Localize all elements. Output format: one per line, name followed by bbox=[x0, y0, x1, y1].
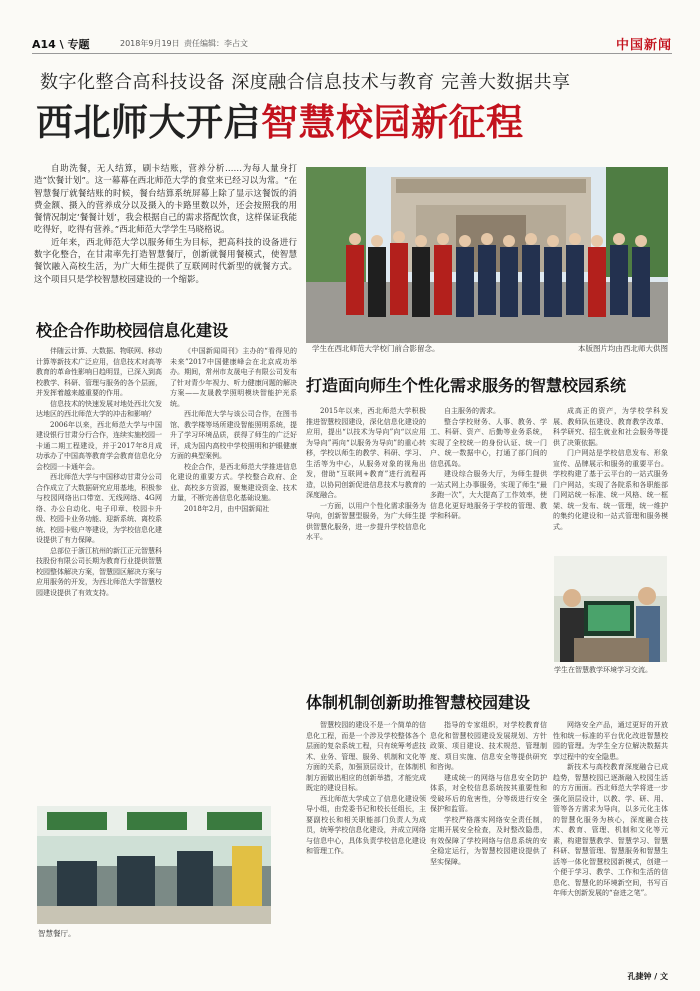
canteen-caption: 智慧餐厅。 bbox=[38, 929, 76, 938]
publish-date: 2018年9月19日 bbox=[120, 39, 180, 48]
article-column bbox=[430, 406, 547, 696]
paragraph: 网络安全产品，通过更好的开放性和统一标准的平台优化改进智慧校园的管理。为学生全方位解决数据共享过程中的安全隐患。 bbox=[553, 721, 668, 761]
headline-title bbox=[36, 92, 524, 146]
paragraph: 门户网站是学校信息发布、形象宣传、品牌展示和服务的重要平台。学校构建了基于云平台的一站式服务门户网站，实现了各院系和各职能部门网站统一标准、统一风格、统一框架、统一发布、统一管理，统一维护的集约化建设和一站式管理和服务模式。 bbox=[553, 449, 668, 531]
graduation-photo bbox=[306, 167, 668, 343]
article-column bbox=[306, 720, 426, 978]
paragraph: 建设综合服务大厅，为师生提供一站式网上办事服务，实现了师生“最多跑一次”，大大提高了工作效率，使信息化更好地服务于学校的管理、教学和科研。 bbox=[430, 470, 547, 520]
paragraph: 自主服务的需求。 bbox=[444, 407, 500, 415]
paragraph: 2015年以来，西北师范大学积极推进智慧校园建设，深化信息化建设的应用，提出“以技术为导向”向“以应用为导向”再向“以服务为导向”的重心转移，学校以师生的教学、科研、学习、生活等为中心，从服务对象的视角出发，借助“互联网+教育”进行流程再造，以协同创新促进信息技术与教育的深度融合。 bbox=[306, 407, 426, 499]
newspaper-logo: 中国新闻 bbox=[615, 38, 672, 53]
paragraph: 《中国新闻周刊》主办的“看得见的未来”2017中国健康峰会在北京成功举办。期间，常州市友晟电子有限公司发布了针对青少年视力、听力健康问题的解决方案——友晟教学照明模块智能护光系统。 bbox=[170, 347, 297, 408]
headline-title-red: 智慧校园新征程 bbox=[261, 101, 524, 144]
section-heading-enterprise: 校企合作助校园信息化建设 bbox=[36, 321, 229, 340]
paragraph: 2018年2月，由中国新闻社 bbox=[184, 504, 270, 513]
paragraph: 西北师范大学与该公司合作，在图书馆、教学楼等场所建设智能照明系统，提升了学习环境品质，获得了师生的广泛好评，成为国内高校中学校照明和护眼健康方面的典型案例。 bbox=[170, 410, 297, 460]
article-column bbox=[170, 346, 297, 792]
byline: 孔捷钟 / 文 bbox=[627, 972, 668, 981]
paragraph: 西北师范大学成立了信息化建设领导小组，由党委书记和校长任组长，主要副校长和相关职能部门负责人为成员，统筹学校信息化建设，并成立网络与信息中心，具体负责学校信息化建设和管理工作。 bbox=[306, 794, 426, 855]
paragraph: 总部位于浙江杭州的新江正元智慧科技股份有限公司长期为教育行业提供智慧校园整体解决方案，智慧园区解决方案与应用服务的开发，为西北师范大学智慧校园建设提供了有效支持。 bbox=[36, 546, 162, 597]
intro-text bbox=[34, 163, 297, 286]
paragraph: 西北师范大学与中国移动甘肃分公司合作成立了大数据研究应用基地，积极参与校园网络出口带宽、无线网络、4G网络、办公自动化、电子印章、校园卡升级、校园卡业务功能、迎新系统、离校系统、校园卡账户等建设，为学校信息化建设提供了有力保障。 bbox=[36, 473, 162, 544]
study-photo-image bbox=[554, 556, 667, 662]
intro-paragraph: 自助洗餐，无人结算，刷卡结账，营养分析……为每人量身打造“饮餐计划”。这一幕幕在西北师范大学的食堂来已经习以为常。“在智慧餐厅就餐结账的时候，餐台结算系统屏幕上除了显示这餐饭的消费金额、摄入的营养成分以及摄入的卡路里数以外，还会按照我的用餐情况制定‘餐餐计划’，我会根据自己的需求搭配饮食，这样保证我能吃得好，吃得有营养。”西北师范大学学生马晓格说。 bbox=[34, 164, 297, 236]
canteen-photo bbox=[37, 806, 271, 924]
article-column bbox=[553, 406, 668, 553]
article-column bbox=[553, 720, 668, 978]
page-number: A14 \ 专题 bbox=[32, 38, 90, 51]
paragraph: 2006年以来，西北师范大学与中国建设银行甘肃分行合作，连续实施校园一卡通二期工程建设，并于2017年8月成功承办了中国高等教育学会教育信息化分会校园一卡通年会。 bbox=[36, 420, 162, 471]
canteen-photo-image bbox=[37, 806, 271, 924]
article-column bbox=[430, 720, 547, 978]
study-caption: 学生在智慧教学环境学习交流。 bbox=[554, 666, 652, 674]
intro-paragraph: 近年来，西北师范大学以服务师生为目标，把高科技的设备进行数字化整合，在甘肃率先打造智慧餐厅，创新就餐用餐模式，使智慧餐饮融入高校生活，为广大师生提供了互联网时代新型的就餐方式。这个项目只是学校智慧校园建设的一个缩影。 bbox=[34, 237, 297, 285]
headline-subtitle: 数字化整合高科技设备 深度融合信息技术与教育 完善大数据共享 bbox=[40, 72, 571, 93]
paragraph: 校企合作，是西北师范大学推进信息化建设的重要方式。学校整合政府、企业、高校多方资源，聚集建设资金、技术力量，不断完善信息化基础设施。 bbox=[170, 462, 297, 502]
paragraph: 信息技术的快速发展对地处西北欠发达地区的西北师范大学的冲击和影响？ bbox=[36, 399, 162, 418]
paragraph: 一方面，以用户个性化需求服务为导向，创新智慧型服务，为广大师生提供智慧化服务，进一步提升学校信息化水平。 bbox=[306, 501, 426, 541]
paragraph: 伴随云计算、大数据、物联网、移动计算等新技术广泛应用，信息技术对高等教育的革命性影响日趋明显，已深入到高校教学、科研、管理与服务的各个层面，并发挥着越来越重要的作用。 bbox=[36, 347, 162, 397]
paragraph: 指导的专家组织，对学校教育信息化和智慧校园建设发展规划、方针政策、项目建设、技术规范、管理制度、项目实施、信息安全等提供研究和咨询。 bbox=[430, 721, 547, 771]
article-column bbox=[36, 346, 162, 792]
graduation-caption: 学生在西北师范大学校门前合影留念。 bbox=[312, 344, 440, 353]
headline-title-plain: 西北师大开启 bbox=[36, 101, 261, 144]
section-heading-mechanism: 体制机制创新助推智慧校园建设 bbox=[306, 693, 531, 712]
paragraph: 智慧校园的建设不是一个简单的信息化工程，而是一个涉及学校整体各个层面的复杂系统工程，只有统筹考虑技术、业务、管理、服务、机制和文化等方面的关系，加强顶层设计，在体制机制方面做出相应的创新举措，才能完成既定的建设目标。 bbox=[306, 721, 426, 792]
paragraph: 整合学校财务、人事、教务、学工、科研、资产、后勤等业务系统，实现了全校统一的身份认证、统一门户、统一数据中心，打通了部门间的信息孤岛。 bbox=[430, 417, 547, 468]
study-photo bbox=[554, 556, 667, 662]
section-heading-smart-campus: 打造面向师生个性化需求服务的智慧校园系统 bbox=[306, 376, 627, 395]
paragraph: 学校严格落实网络安全责任制，定期开展安全检查，及时整改隐患，有效保障了学校网络与信息系统的安全稳定运行，为智慧校园建设提供了坚实保障。 bbox=[430, 815, 547, 866]
paragraph: 成高正的资产，为学校学科发展、教师队伍建设、教育教学改革、科学研究、招生就业和社会服务等提供了决策依据。 bbox=[553, 407, 668, 447]
editor-line: 责任编辑：李占文 bbox=[184, 39, 248, 48]
page-header bbox=[32, 36, 672, 54]
paragraph: 新技术与高校教育深度融合已成趋势，智慧校园已逐渐融入校园生活的方方面面。西北师范大学将进一步强化顶层设计，以教、学、研、用、管等各方需求为导向，以多元化主体的智慧化服务为核心，深度融合技术、教育、管理、机制和文化等元素，构建智慧教学、智慧学习、智慧科研、智慧管理、智慧服务和智慧生活等一体化智慧校园新模式，创建一个便于学习、教学、工作和生活的信息化、智慧化的环境新空间，书写百年师大创新发展的“奋进之笔”。 bbox=[553, 763, 668, 897]
graduation-photo-image bbox=[306, 167, 668, 343]
paragraph: 建成统一的网络与信息安全防护体系，对全校信息系统按其重要性和受破坏后的危害性，分等级进行安全保护和监管。 bbox=[430, 773, 547, 813]
photo-credit: 本版图片均由西北师大供图 bbox=[578, 344, 668, 353]
article-column bbox=[306, 406, 426, 696]
